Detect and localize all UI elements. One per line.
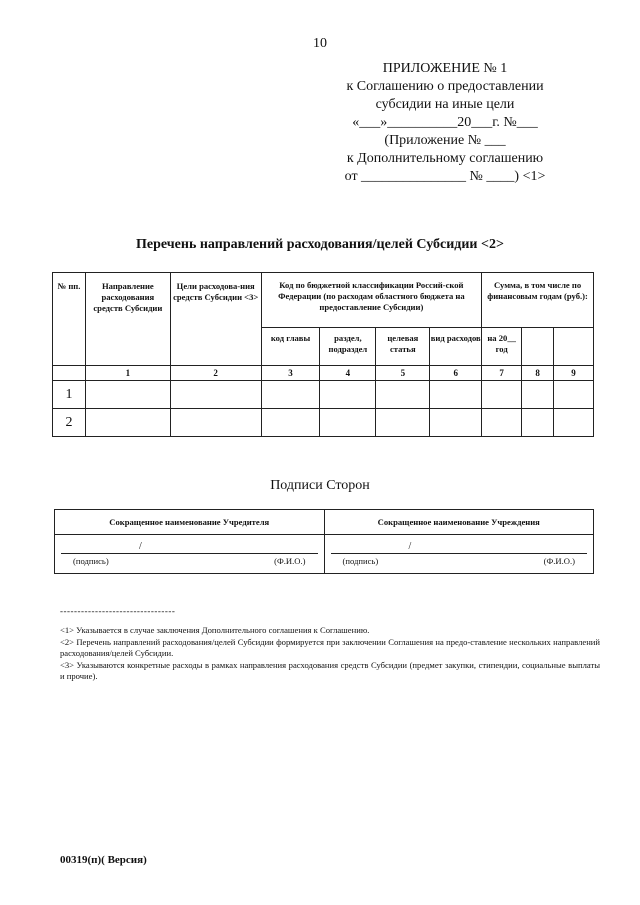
- founder-name-header: Сокращенное наименование Учредителя: [55, 510, 325, 535]
- founder-signature-cell[interactable]: / (подпись) (Ф.И.О.): [55, 535, 325, 574]
- document-code: 00319(п)( Версия): [60, 854, 147, 866]
- table-cell[interactable]: [430, 381, 482, 409]
- table-cell[interactable]: [320, 381, 376, 409]
- table-cell[interactable]: [482, 409, 522, 437]
- table-cell[interactable]: [554, 409, 594, 437]
- fio-label: (Ф.И.О.): [274, 556, 306, 566]
- column-number: 1: [85, 366, 170, 381]
- row-number: 1: [53, 381, 86, 409]
- signatures-table: [54, 509, 594, 574]
- table-cell[interactable]: [522, 381, 554, 409]
- institution-signature-cell[interactable]: / (подпись) (Ф.И.О.): [324, 535, 594, 574]
- table-cell[interactable]: [85, 381, 170, 409]
- table-cell[interactable]: [261, 409, 320, 437]
- column-number: 9: [554, 366, 594, 381]
- table-cell[interactable]: [320, 409, 376, 437]
- document-title: Перечень направлений расходования/целей Субсидии <2>: [136, 237, 504, 252]
- header-num: № пп.: [53, 273, 86, 366]
- header-section: раздел, подраздел: [320, 328, 376, 366]
- header-direction: Направление расходования средств Субсидии: [85, 273, 170, 366]
- expenditure-table: [52, 272, 594, 437]
- appendix-line: ПРИЛОЖЕНИЕ № 1: [382, 61, 508, 76]
- header-year-empty: [554, 328, 594, 366]
- header-chief-code: код главы: [261, 328, 320, 366]
- header-sum: Сумма, в том числе по финансовым годам (руб.):: [482, 273, 594, 328]
- header-goals: Цели расходова-ния средств Субсидии <3>: [170, 273, 261, 366]
- table-cell[interactable]: [376, 409, 430, 437]
- header-expense-kind: вид расходов: [430, 328, 482, 366]
- table-row: [53, 381, 594, 409]
- table-cell[interactable]: [261, 381, 320, 409]
- table-cell[interactable]: [85, 409, 170, 437]
- column-number: 7: [482, 366, 522, 381]
- appendix-line: к Соглашению о предоставлении: [346, 79, 544, 94]
- footnotes: [60, 625, 600, 683]
- signature-label: (подпись): [73, 556, 109, 566]
- column-number: [53, 366, 86, 381]
- column-number: 4: [320, 366, 376, 381]
- table-cell[interactable]: [482, 381, 522, 409]
- column-number: 6: [430, 366, 482, 381]
- signatures-heading: Подписи Сторон: [270, 478, 370, 493]
- header-budget-code: Код по бюджетной классификации Россий-ской Федерации (по расходам областного бюджета на предоставление Субсидии): [261, 273, 482, 328]
- table-cell[interactable]: [430, 409, 482, 437]
- table-row: [53, 409, 594, 437]
- fio-label: (Ф.И.О.): [543, 556, 575, 566]
- page-number: 10: [313, 36, 327, 51]
- column-number: 2: [170, 366, 261, 381]
- header-target-article: целевая статья: [376, 328, 430, 366]
- appendix-line: от _______________ № ____) <1>: [344, 169, 546, 184]
- table-cell[interactable]: [554, 381, 594, 409]
- footnote-1: <1> Указывается в случае заключения Дополнительного соглашения к Соглашению.: [60, 625, 370, 635]
- table-cell[interactable]: [170, 409, 261, 437]
- appendix-line: «___»__________20___г. №___: [352, 115, 538, 130]
- column-number: 5: [376, 366, 430, 381]
- footnote-2: <2> Перечень направлений расходования/целей Субсидии формируется при заключении Соглашения на предо-ставление нескольких направлений расходования/целей Субсидии.: [60, 636, 600, 658]
- table-cell[interactable]: [376, 381, 430, 409]
- table-cell[interactable]: [170, 381, 261, 409]
- column-number: 8: [522, 366, 554, 381]
- appendix-line: субсидии на иные цели: [375, 97, 515, 112]
- footnote-separator: ---------------------------------: [60, 606, 176, 616]
- table-cell[interactable]: [522, 409, 554, 437]
- signature-label: (подпись): [342, 556, 379, 566]
- appendix-header: [320, 60, 570, 186]
- column-number: 3: [261, 366, 320, 381]
- header-year-empty: [522, 328, 554, 366]
- institution-name-header: Сокращенное наименование Учреждения: [324, 510, 594, 535]
- footnote-3: <3> Указываются конкретные расходы в рамках направления расходования средств Субсидии (предмет закупки, стипендии, социальные выплаты и прочие).: [60, 659, 600, 681]
- appendix-line: (Приложение № ___: [384, 133, 506, 148]
- header-year: на 20__ год: [482, 328, 522, 366]
- row-number: 2: [53, 409, 86, 437]
- appendix-line: к Дополнительному соглашению: [346, 151, 544, 166]
